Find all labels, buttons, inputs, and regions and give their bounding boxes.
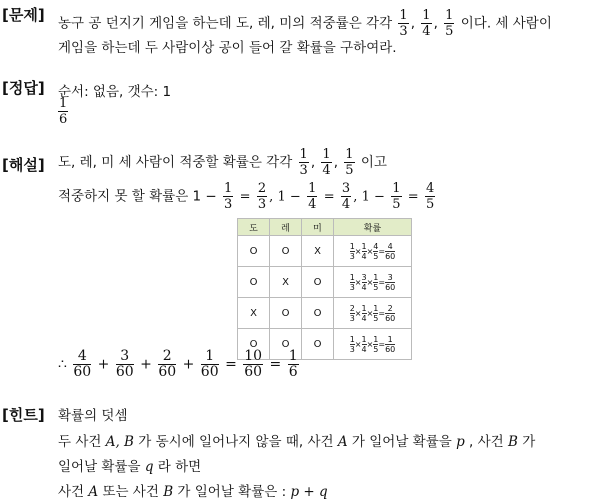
small-fraction: $\frac{2}{3}$ [349, 303, 355, 323]
solution-text-a: 도, 레, 미 세 사람이 적중할 확률은 각각 [58, 154, 293, 171]
table-cell: O [270, 236, 302, 267]
header-do: 도 [238, 219, 270, 236]
solution-text-b: 이고 [360, 154, 387, 171]
header-re: 레 [270, 219, 302, 236]
table-cell: O [238, 329, 270, 360]
small-fraction: $\frac{1}{3}$ [349, 272, 355, 292]
problem-text-a: 농구 공 던지기 게임을 하는데 도, 레, 미의 적중률은 각각 [58, 15, 393, 32]
small-fraction: $\frac{1}{4}$ [361, 303, 367, 323]
hint-line-3: 일어날 확률을 q 라 하면 [58, 459, 202, 475]
small-fraction: $\frac{1}{4}$ [361, 334, 367, 354]
answer-fraction: $\frac{1}{6}$ [59, 96, 68, 127]
probability-cell: $\frac{1}{3}$ × $\frac{3}{4}$ × $\frac{1}{5}$ = $\frac{3}{60}$ [334, 267, 412, 298]
table-row [238, 298, 412, 329]
small-fraction: $\frac{1}{60}$ [385, 334, 396, 354]
small-fraction: $\frac{1}{3}$ [349, 334, 355, 354]
small-fraction: $\frac{3}{60}$ [385, 272, 396, 292]
fraction-1-4: $\frac{1}{4}$ [422, 8, 431, 39]
probability-table [237, 218, 412, 360]
fraction-1-3: $\frac{1}{3}$ [399, 8, 408, 39]
header-mi: 미 [302, 219, 334, 236]
table-cell: O [270, 298, 302, 329]
problem-text-b: 이다. 세 사람이 [460, 15, 552, 32]
small-fraction: $\frac{1}{4}$ [361, 241, 367, 261]
small-fraction: $\frac{1}{5}$ [373, 334, 379, 354]
answer-tag: [정답] [2, 79, 45, 97]
small-fraction: $\frac{1}{5}$ [373, 272, 379, 292]
sum-equation: ∴ $\frac{4}{60}$ + $\frac{3}{60}$ + $\frac{2}{60}$ + $\frac{1}{60}$ = $\frac{10}{60}$ = $\frac{1}{6}$ [58, 348, 298, 380]
small-fraction: $\frac{4}{5}$ [373, 241, 379, 261]
table-row [238, 267, 412, 298]
probability-cell: $\frac{2}{3}$ × $\frac{1}{4}$ × $\frac{1}{5}$ = $\frac{2}{60}$ [334, 298, 412, 329]
table-cell: O [238, 267, 270, 298]
table-cell: X [238, 298, 270, 329]
table-cell: X [302, 236, 334, 267]
solution-line-2: 적중하지 못 할 확률은 1 − $\frac{1}{3}$ = $\frac{2}{3}$ , 1 − $\frac{1}{4}$ = $\frac{3}{4}$ , 1 − $\frac{1}{5}$ = $\frac{4}{5}$ [58, 181, 435, 212]
hint-line-1: 확률의 덧셈 [58, 408, 128, 424]
small-fraction: $\frac{4}{60}$ [385, 241, 396, 261]
probability-cell: $\frac{1}{3}$ × $\frac{1}{4}$ × $\frac{4}{5}$ = $\frac{4}{60}$ [334, 236, 412, 267]
table-cell: O [270, 329, 302, 360]
problem-tag: [문제] [2, 6, 45, 24]
problem-line-2: 게임을 하는데 두 사람이상 공이 들어 갈 확률을 구하여라. [58, 40, 397, 56]
table-cell: O [302, 298, 334, 329]
small-fraction: $\frac{2}{60}$ [385, 303, 396, 323]
hint-line-2: 두 사건 A, B 가 동시에 일어나지 않을 때, 사건 A 가 일어날 확률을 p , 사건 B 가 [58, 434, 536, 450]
solution-tag: [해설] [2, 156, 45, 174]
solution-line-1: 도, 레, 미 세 사람이 적중할 확률은 각각 $\frac{1}{3}$ , $\frac{1}{4}$ , $\frac{1}{5}$ 이고 [58, 147, 387, 178]
problem-line-1: 농구 공 던지기 게임을 하는데 도, 레, 미의 적중률은 각각 $\frac{1}{3}$ , $\frac{1}{4}$ , $\frac{1}{5}$ 이다. 세 사람이 [58, 8, 552, 39]
small-fraction: $\frac{1}{5}$ [373, 303, 379, 323]
table-cell: X [270, 267, 302, 298]
table-row [238, 236, 412, 267]
solution-text-c: 적중하지 못 할 확률은 1 − [58, 188, 217, 205]
hint-line-4: 사건 A 또는 사건 B 가 일어날 확률은 : p + q [58, 484, 328, 500]
hint-tag: [힌트] [2, 406, 45, 424]
fraction-1-5: $\frac{1}{5}$ [445, 8, 454, 39]
probability-cell: $\frac{1}{3}$ × $\frac{1}{4}$ × $\frac{1}{5}$ = $\frac{1}{60}$ [334, 329, 412, 360]
small-fraction: $\frac{3}{4}$ [361, 272, 367, 292]
table-header-row [238, 219, 412, 236]
table-cell: O [238, 236, 270, 267]
table-cell: O [302, 329, 334, 360]
table-cell: O [302, 267, 334, 298]
header-prob: 확률 [334, 219, 412, 236]
answer-line: 순서: 없음, 갯수: 1 [58, 84, 172, 100]
small-fraction: $\frac{1}{3}$ [349, 241, 355, 261]
